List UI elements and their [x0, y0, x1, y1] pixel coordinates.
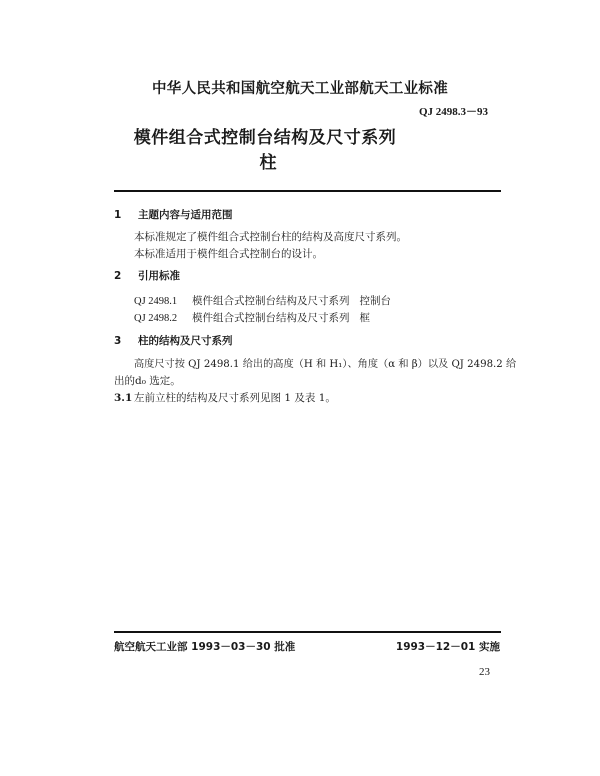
reference-code: QJ 2498.2	[134, 313, 178, 324]
section-3-heading	[114, 333, 233, 348]
reference-item	[134, 310, 370, 325]
paragraph: 出的d₀ 选定。	[114, 375, 181, 387]
section-1-heading	[114, 207, 233, 222]
standard-code: QJ 2498.3－93	[418, 106, 488, 118]
section-title: 主题内容与适用范围	[138, 209, 233, 221]
section-2-heading	[114, 268, 180, 283]
paragraph: 本标准适用于模件组合式控制台的设计。	[134, 248, 323, 260]
section-number: 2	[114, 270, 122, 282]
reference-code: QJ 2498.1	[134, 296, 178, 307]
subsection-3-1	[114, 390, 336, 405]
document-title: 模件组合式控制台结构及尺寸系列	[133, 128, 397, 148]
section-title: 柱的结构及尺寸系列	[138, 335, 233, 347]
subsection-number: 3.1	[114, 392, 133, 404]
paragraph: 本标准规定了模件组合式控制台柱的结构及高度尺寸系列。	[134, 231, 407, 243]
header-divider	[114, 190, 501, 192]
paragraph: 高度尺寸按 QJ 2498.1 给出的高度（H 和 H₁）、角度（α 和 β）以及 QJ 2498.2 给	[134, 359, 517, 370]
section-title: 引用标准	[138, 270, 180, 282]
document-subtitle: 柱	[259, 153, 277, 173]
section-number: 3	[114, 335, 122, 347]
reference-part: 控制台	[359, 295, 392, 307]
reference-title: 模件组合式控制台结构及尺寸系列	[192, 312, 350, 324]
reference-part: 框	[359, 312, 371, 324]
footer-divider	[114, 631, 501, 633]
subsection-text: 左前立柱的结构及尺寸系列见图 1 及表 1。	[134, 392, 336, 404]
reference-item	[134, 293, 391, 308]
effective-date: 1993－12－01 实施	[395, 641, 500, 653]
reference-title: 模件组合式控制台结构及尺寸系列	[192, 295, 350, 307]
page-number: 23	[479, 666, 490, 678]
issuer-heading: 中华人民共和国航空航天工业部航天工业标准	[152, 81, 448, 97]
approval-date: 航空航天工业部 1993－03－30 批准	[114, 641, 296, 653]
section-number: 1	[114, 209, 122, 221]
